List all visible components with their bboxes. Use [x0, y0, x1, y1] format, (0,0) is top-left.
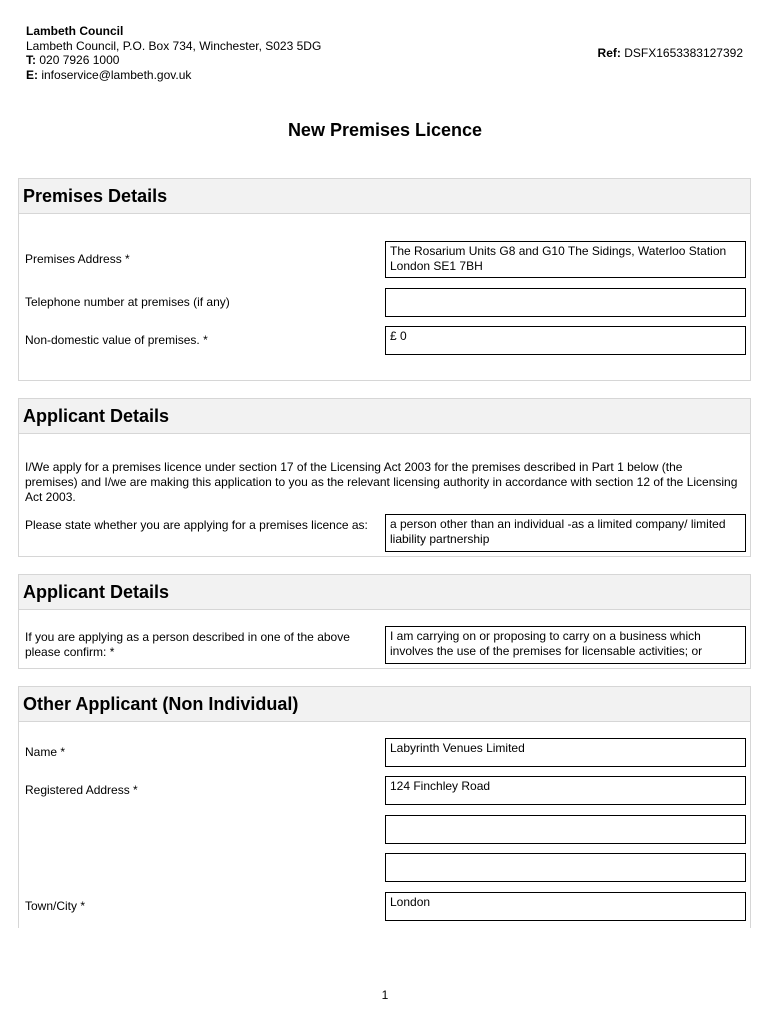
registered-address-line3-field[interactable] [385, 853, 746, 882]
council-phone [26, 53, 321, 68]
premises-address-field[interactable]: The Rosarium Units G8 and G10 The Sidings, Waterloo Station London SE1 7BH [385, 241, 746, 278]
reference [598, 46, 743, 60]
premises-phone-label: Telephone number at premises (if any) [25, 295, 230, 309]
other-applicant-section [18, 686, 751, 928]
premises-value-label: Non-domestic value of premises. * [25, 333, 208, 347]
reference-label: Ref: [597, 46, 621, 60]
registered-address-label: Registered Address * [25, 783, 138, 797]
applicant-type-label: Please state whether you are applying for a premises licence as: [25, 518, 368, 532]
email-address: infoservice@lambeth.gov.uk [41, 67, 192, 82]
applicant-confirm-section [18, 574, 751, 669]
council-name: Lambeth Council [26, 24, 124, 38]
council-contact-block [26, 24, 321, 82]
town-city-label: Town/City * [25, 899, 86, 913]
section-heading: Applicant Details [19, 575, 750, 610]
premises-address-label: Premises Address * [25, 252, 130, 266]
reference-number: DSFX1653383127392 [624, 46, 743, 60]
applicant-details-section [18, 398, 751, 557]
section-heading: Other Applicant (Non Individual) [19, 687, 750, 722]
section-heading: Applicant Details [19, 399, 750, 434]
registered-address-line1-field[interactable]: 124 Finchley Road [385, 776, 746, 805]
registered-address-line2-field[interactable] [385, 815, 746, 844]
application-intro-text: I/We apply for a premises licence under section 17 of the Licensing Act 2003 for the premises described in Part 1 below (the premises) and I/we are making this application to you as the relevant licensing authority in accordance with section 12 of the Licensing Act 2003. [25, 460, 738, 504]
phone-label: T: [26, 53, 36, 67]
section-heading: Premises Details [19, 179, 750, 214]
applicant-confirm-label: If you are applying as a person described in one of the above please confirm: * [25, 630, 350, 659]
applicant-name-label: Name * [25, 745, 66, 759]
council-email [26, 68, 321, 83]
premises-phone-field[interactable] [385, 288, 746, 317]
page-number: 1 [381, 988, 389, 1002]
premises-details-section [18, 178, 751, 381]
page-title: New Premises Licence [287, 120, 483, 140]
applicant-confirm-field[interactable]: I am carrying on or proposing to carry on a business which involves the use of the premises for licensable activities; or [385, 626, 746, 664]
phone-number: 020 7926 1000 [39, 53, 120, 67]
applicant-type-field[interactable]: a person other than an individual -as a limited company/ limited liability partnership [385, 514, 746, 552]
premises-value-field[interactable]: £ 0 [385, 326, 746, 355]
applicant-name-field[interactable]: Labyrinth Venues Limited [385, 738, 746, 767]
town-city-field[interactable]: London [385, 892, 746, 921]
council-address: Lambeth Council, P.O. Box 734, Winchester, S023 5DG [26, 38, 322, 53]
email-label: E: [26, 67, 38, 82]
